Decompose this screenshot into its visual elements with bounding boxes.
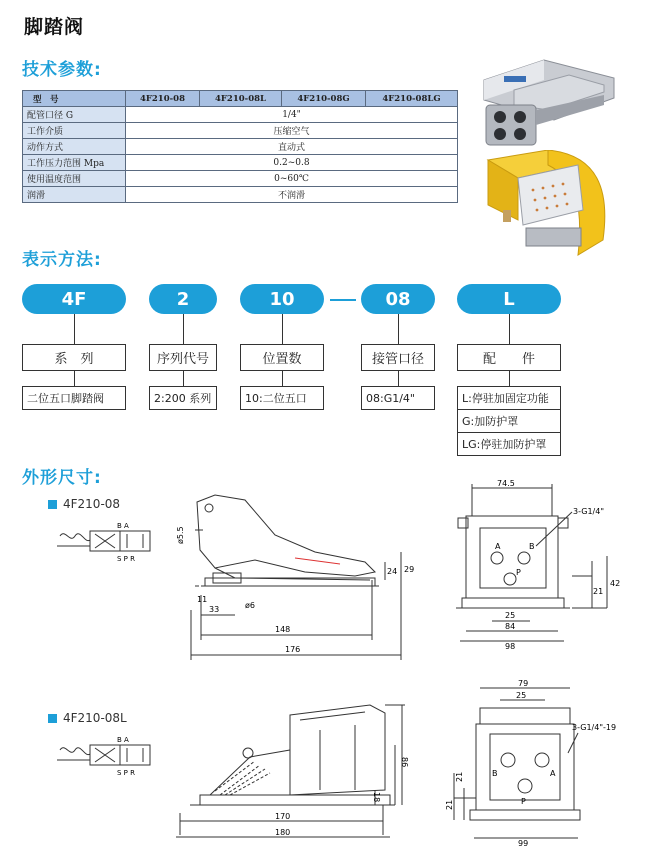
code-dash — [330, 299, 356, 301]
dim-label: B — [492, 769, 498, 778]
model-marker — [48, 714, 57, 723]
spec-header-col: 4F210-08 — [126, 91, 200, 107]
dim-label: 3-G1/4" — [573, 507, 605, 516]
valve-symbol — [55, 732, 155, 778]
spec-value: 压缩空气 — [126, 123, 458, 139]
symbol-label-bottom: S P R — [117, 769, 135, 777]
drawing-front-08L — [440, 678, 630, 848]
dim-label: 21 — [593, 587, 604, 596]
dim-label: 176 — [285, 645, 301, 654]
code-part-positions: 10 — [240, 284, 324, 314]
code-detail-port-size: 08:G1/4" — [361, 386, 435, 410]
connector-line — [74, 371, 75, 386]
dim-label: 74.5 — [497, 479, 515, 488]
dim-label: 25 — [505, 611, 516, 620]
model-label — [48, 497, 120, 511]
model-label — [48, 711, 127, 725]
model-name: 4F210-08L — [63, 711, 127, 725]
code-name-series: 系 列 — [22, 344, 126, 371]
spec-value: 1/4" — [126, 107, 458, 123]
connector-line — [509, 371, 510, 386]
connector-line — [183, 371, 184, 386]
spec-value: 直动式 — [126, 139, 458, 155]
spec-row — [23, 123, 458, 139]
symbol-label-bottom: S P R — [117, 555, 135, 563]
dim-label: 99 — [518, 839, 529, 848]
model-marker — [48, 500, 57, 509]
dim-label: A — [550, 769, 556, 778]
dim-label: 25 — [516, 691, 527, 700]
dim-label: 11 — [197, 595, 208, 604]
spec-header-col: 4F210-08L — [199, 91, 281, 107]
spec-row — [23, 187, 458, 203]
spec-header-col: 4F210-08LG — [365, 91, 457, 107]
section-ordering-title: 表示方法: — [22, 250, 102, 270]
spec-label: 动作方式 — [23, 139, 126, 155]
dim-label: 170 — [275, 812, 291, 821]
dim-label: 24 — [387, 567, 398, 576]
page-title: 脚踏阀 — [24, 16, 85, 38]
code-detail-accessory: G:加防护罩 — [457, 409, 561, 433]
dim-label: 33 — [209, 605, 220, 614]
spec-header-model: 型 号 — [23, 91, 126, 107]
dim-label: 98 — [505, 642, 516, 651]
code-name-positions: 位置数 — [240, 344, 324, 371]
connector-line — [282, 314, 283, 344]
connector-line — [398, 371, 399, 386]
spec-label: 工作介质 — [23, 123, 126, 139]
dim-label: 21 — [445, 799, 454, 810]
dim-label: 3-G1/4"-19 — [572, 723, 617, 732]
spec-row — [23, 139, 458, 155]
dim-label: 29 — [404, 565, 415, 574]
spec-label: 润滑 — [23, 187, 126, 203]
dim-label: ø6 — [245, 601, 255, 610]
connector-line — [509, 314, 510, 344]
dim-label: 84 — [505, 622, 516, 631]
drawing-side-08 — [175, 490, 420, 670]
dim-label: 180 — [275, 828, 291, 837]
code-detail-accessory: LG:停驻加防护罩 — [457, 432, 561, 456]
connector-line — [183, 314, 184, 344]
code-detail-sequence: 2:200 系列 — [149, 386, 217, 410]
dim-label: 79 — [518, 679, 529, 688]
spec-label: 工作压力范围 Mpa — [23, 155, 126, 171]
code-part-series: 4F — [22, 284, 126, 314]
spec-table — [22, 90, 458, 203]
product-photo-guarded — [478, 150, 618, 260]
dim-label: 21 — [455, 771, 464, 782]
code-detail-positions: 10:二位五口 — [240, 386, 324, 410]
product-photo-standard — [474, 50, 624, 150]
code-detail-accessory: L:停驻加固定功能 — [457, 386, 561, 410]
symbol-label-top: B A — [117, 522, 129, 530]
connector-line — [282, 371, 283, 386]
dim-label: 18 — [372, 792, 381, 803]
spec-row — [23, 155, 458, 171]
symbol-label-top: B A — [117, 736, 129, 744]
spec-row — [23, 107, 458, 123]
section-dimensions-title: 外形尺寸: — [22, 468, 102, 488]
spec-table-header — [23, 91, 458, 107]
code-part-accessory: L — [457, 284, 561, 314]
valve-symbol — [55, 518, 155, 564]
spec-value: 不润滑 — [126, 187, 458, 203]
dim-label: 42 — [610, 579, 621, 588]
code-part-sequence: 2 — [149, 284, 217, 314]
dim-label: B — [529, 542, 535, 551]
drawing-side-08L — [170, 695, 420, 845]
code-part-port-size: 08 — [361, 284, 435, 314]
spec-label: 使用温度范围 — [23, 171, 126, 187]
dim-label: ø5.5 — [176, 526, 185, 544]
connector-line — [74, 314, 75, 344]
section-specs-title: 技术参数: — [22, 60, 102, 80]
dim-label: A — [495, 542, 501, 551]
dim-label: P — [516, 568, 521, 577]
dim-label: 86 — [400, 757, 409, 768]
dim-label: P — [521, 797, 526, 806]
code-name-sequence: 序列代号 — [149, 344, 217, 371]
spec-value: 0.2~0.8 — [126, 155, 458, 171]
spec-value: 0~60℃ — [126, 171, 458, 187]
dim-label: 148 — [275, 625, 291, 634]
code-name-port-size: 接管口径 — [361, 344, 435, 371]
spec-label: 配管口径 G — [23, 107, 126, 123]
spec-header-col: 4F210-08G — [282, 91, 366, 107]
model-name: 4F210-08 — [63, 497, 121, 511]
code-detail-series: 二位五口脚踏阀 — [22, 386, 126, 410]
spec-row — [23, 171, 458, 187]
connector-line — [398, 314, 399, 344]
drawing-front-08 — [452, 476, 627, 651]
code-name-accessory: 配 件 — [457, 344, 561, 371]
